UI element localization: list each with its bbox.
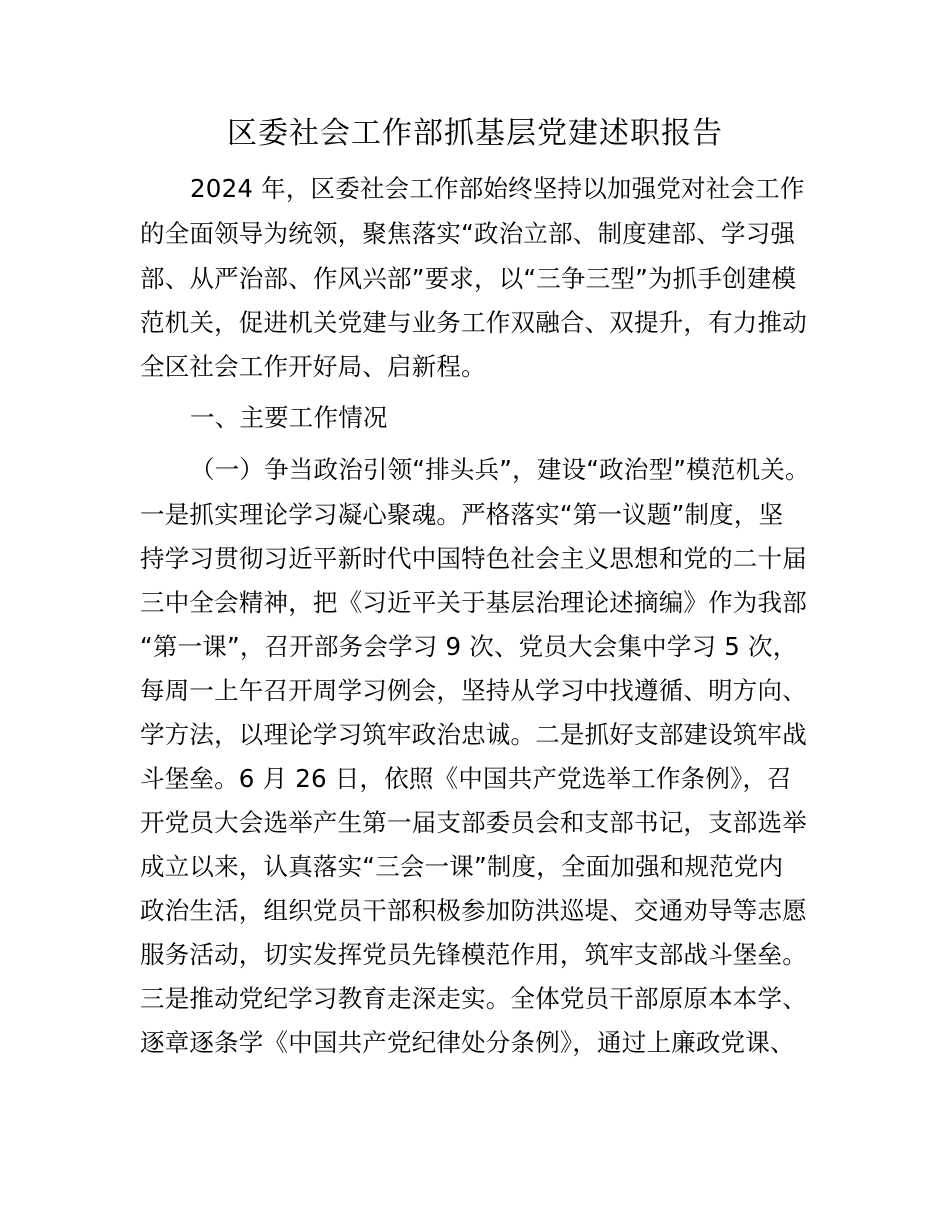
paragraph-line: 成立以来，认真落实“三会一课”制度，全面加强和规范党内: [140, 852, 784, 881]
paragraph-line: 服务活动，切实发挥党员先锋模范作用，筑牢支部战斗堡垒。: [140, 940, 807, 969]
document-title: 区委社会工作部抓基层党建述职报告: [227, 116, 723, 151]
paragraph-line: 部、从严治部、作风兴部”要求，以“三争三型”为抓手创建模: [140, 264, 797, 293]
paragraph-line: 三是推动党纪学习教育走深走实。全体党员干部原原本本学、: [140, 984, 807, 1013]
paragraph-line: 政治生活，组织党员干部积极参加防洪巡堤、交通劝导等志愿: [140, 896, 807, 925]
paragraph-line: 开党员大会选举产生第一届支部委员会和支部书记，支部选举: [140, 808, 807, 837]
paragraph-line: 每周一上午召开周学习例会，坚持从学习中找遵循、明方向、: [140, 676, 807, 705]
paragraph-line: 范机关，促进机关党建与业务工作双融合、双提升，有力推动: [140, 308, 807, 337]
paragraph-line: 的全面领导为统领，聚焦落实“政治立部、制度建部、学习强: [140, 219, 796, 248]
paragraph-line: 一是抓实理论学习凝心聚魂。严格落实“第一议题”制度，坚: [140, 500, 784, 529]
paragraph-line: 全区社会工作开好局、启新程。: [140, 352, 486, 381]
paragraph-line: 学方法，以理论学习筑牢政治忠诚。二是抓好支部建设筑牢战: [140, 720, 807, 749]
paragraph-line: “第一课”，召开部务会学习 9 次、党员大会集中学习 5 次，: [140, 632, 798, 661]
section-heading: 一、主要工作情况: [190, 403, 388, 432]
paragraph-line: 持学习贯彻习近平新时代中国特色社会主义思想和党的二十届: [140, 544, 807, 573]
subsection-heading: （一）争当政治引领“排头兵”，建设“政治型”模范机关。: [190, 455, 810, 484]
paragraph-line: 逐章逐条学《中国共产党纪律处分条例》，通过上廉政党课、: [140, 1028, 795, 1057]
paragraph-line: 三中全会精神，把《习近平关于基层治理论述摘编》作为我部: [140, 588, 807, 617]
paragraph-line: 2024 年，区委社会工作部始终坚持以加强党对社会工作: [190, 174, 805, 203]
paragraph-line: 斗堡垒。6 月 26 日，依照《中国共产党选举工作条例》，召: [140, 764, 792, 793]
